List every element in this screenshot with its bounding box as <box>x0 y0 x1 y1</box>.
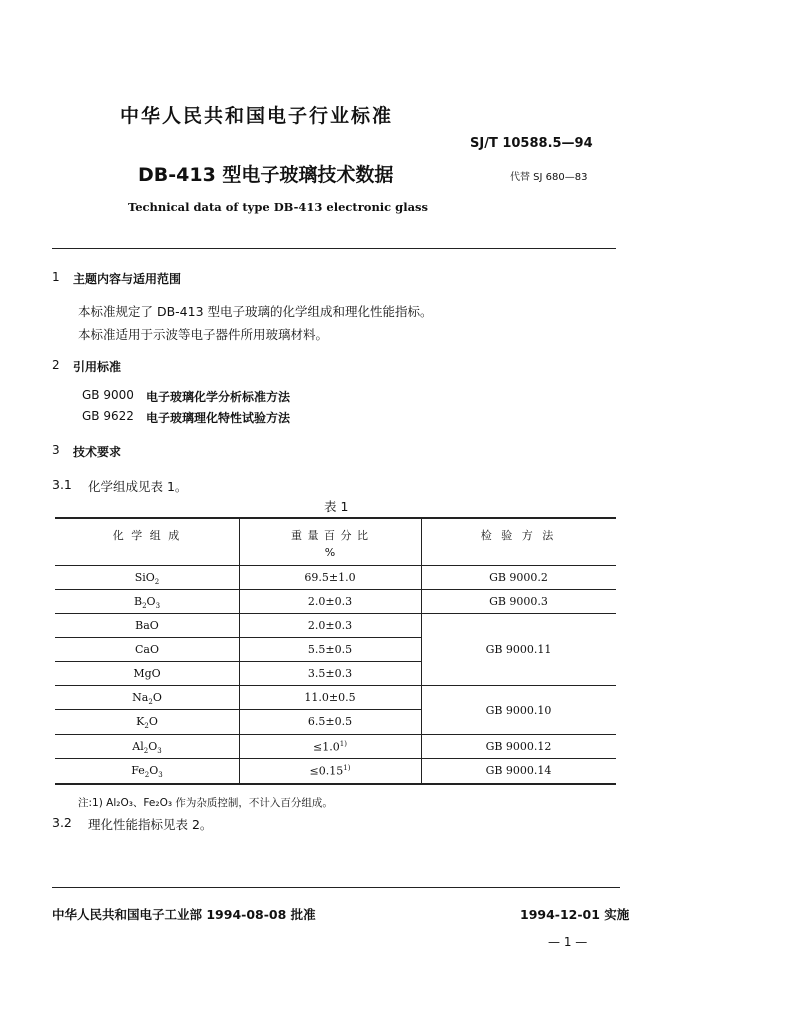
percent-cell: 2.0±0.3 <box>307 619 353 632</box>
component-cell: $Na_2O$ <box>132 691 162 707</box>
english-title: Technical data of type DB-413 electronic glass <box>128 200 428 214</box>
method-cell: GB 9000.2 <box>489 571 548 584</box>
table-rule <box>55 783 616 785</box>
table-rule <box>55 758 616 759</box>
footer-rule <box>52 887 620 888</box>
section-3-heading: 技术要求 <box>73 445 122 459</box>
section-3-number: 3 <box>52 443 60 457</box>
section-1-para-2: 本标准适用于示波等电子器件所用玻璃材料。 <box>78 327 329 342</box>
table-note: 注:1) Al₂O₃、Fe₂O₃ 作为杂质控制，不计入百分组成。 <box>78 797 333 809</box>
table-caption: 表 1 <box>324 499 349 514</box>
percent-cell: $\le 1.0^{1)}$ <box>313 740 347 754</box>
percent-cell: 69.5±1.0 <box>304 571 356 584</box>
component-cell: BaO <box>135 619 159 632</box>
org-title: 中华人民共和国电子行业标准 <box>120 105 394 127</box>
table-rule <box>55 734 616 735</box>
column-header-percent-unit: % <box>324 546 336 559</box>
column-header-method: 检 验 方 法 <box>480 529 557 542</box>
standard-number: SJ/T 10588.5—94 <box>470 136 593 151</box>
header-rule <box>52 248 616 249</box>
column-header-percent: 重 量 百 分 比 <box>291 529 369 542</box>
table-rule <box>55 565 616 566</box>
component-cell: $K_2O$ <box>136 715 158 731</box>
ref-title: 电子玻璃理化特性试验方法 <box>146 411 291 425</box>
section-1-heading: 主题内容与适用范围 <box>73 272 182 286</box>
subsection-3-1-text: 化学组成见表 1。 <box>88 479 188 494</box>
table-rule <box>55 661 421 662</box>
component-cell: CaO <box>135 643 159 656</box>
replaces-standard: 代替 SJ 680—83 <box>510 172 588 183</box>
section-1-para-1: 本标准规定了 DB-413 型电子玻璃的化学组成和理化性能指标。 <box>78 304 433 319</box>
table-rule <box>55 517 616 519</box>
column-header-component: 化 学 组 成 <box>112 529 182 542</box>
method-cell: GB 9000.3 <box>489 595 548 608</box>
ref-title: 电子玻璃化学分析标准方法 <box>146 390 291 404</box>
method-cell: GB 9000.12 <box>485 740 552 753</box>
ref-code: GB 9000 <box>82 388 134 402</box>
method-cell: GB 9000.11 <box>485 643 552 656</box>
effective-date: 1994-12-01 实施 <box>520 907 630 922</box>
table-rule <box>55 637 421 638</box>
percent-cell: 2.0±0.3 <box>307 595 353 608</box>
section-1-number: 1 <box>52 270 60 284</box>
ref-code: GB 9622 <box>82 409 134 423</box>
percent-cell: 3.5±0.3 <box>307 667 353 680</box>
table-rule <box>55 613 616 614</box>
component-cell: $Al_2O_3$ <box>132 740 162 756</box>
table-rule <box>55 589 616 590</box>
component-cell: SiO$_2$ <box>134 571 160 587</box>
method-cell: GB 9000.14 <box>485 764 552 777</box>
component-cell: MgO <box>133 667 161 680</box>
section-2-heading: 引用标准 <box>73 360 122 374</box>
component-cell: $B_2O_3$ <box>133 595 161 611</box>
table-rule <box>55 685 616 686</box>
document-title: DB-413 型电子玻璃技术数据 <box>138 164 394 186</box>
percent-cell: 5.5±0.5 <box>307 643 353 656</box>
subsection-3-1-number: 3.1 <box>52 477 72 492</box>
table-rule <box>55 709 421 710</box>
percent-cell: $\le 0.15^{1)}$ <box>309 764 351 778</box>
issuing-authority: 中华人民共和国电子工业部 1994-08-08 批准 <box>52 907 316 922</box>
section-2-number: 2 <box>52 358 60 372</box>
subsection-3-2-text: 理化性能指标见表 2。 <box>88 817 213 832</box>
component-cell: $Fe_2O_3$ <box>131 764 163 780</box>
percent-cell: 6.5±0.5 <box>307 715 353 728</box>
method-cell: GB 9000.10 <box>485 704 552 717</box>
percent-cell: 11.0±0.5 <box>304 691 356 704</box>
page-number: — 1 — <box>548 935 588 949</box>
subsection-3-2-number: 3.2 <box>52 815 72 830</box>
